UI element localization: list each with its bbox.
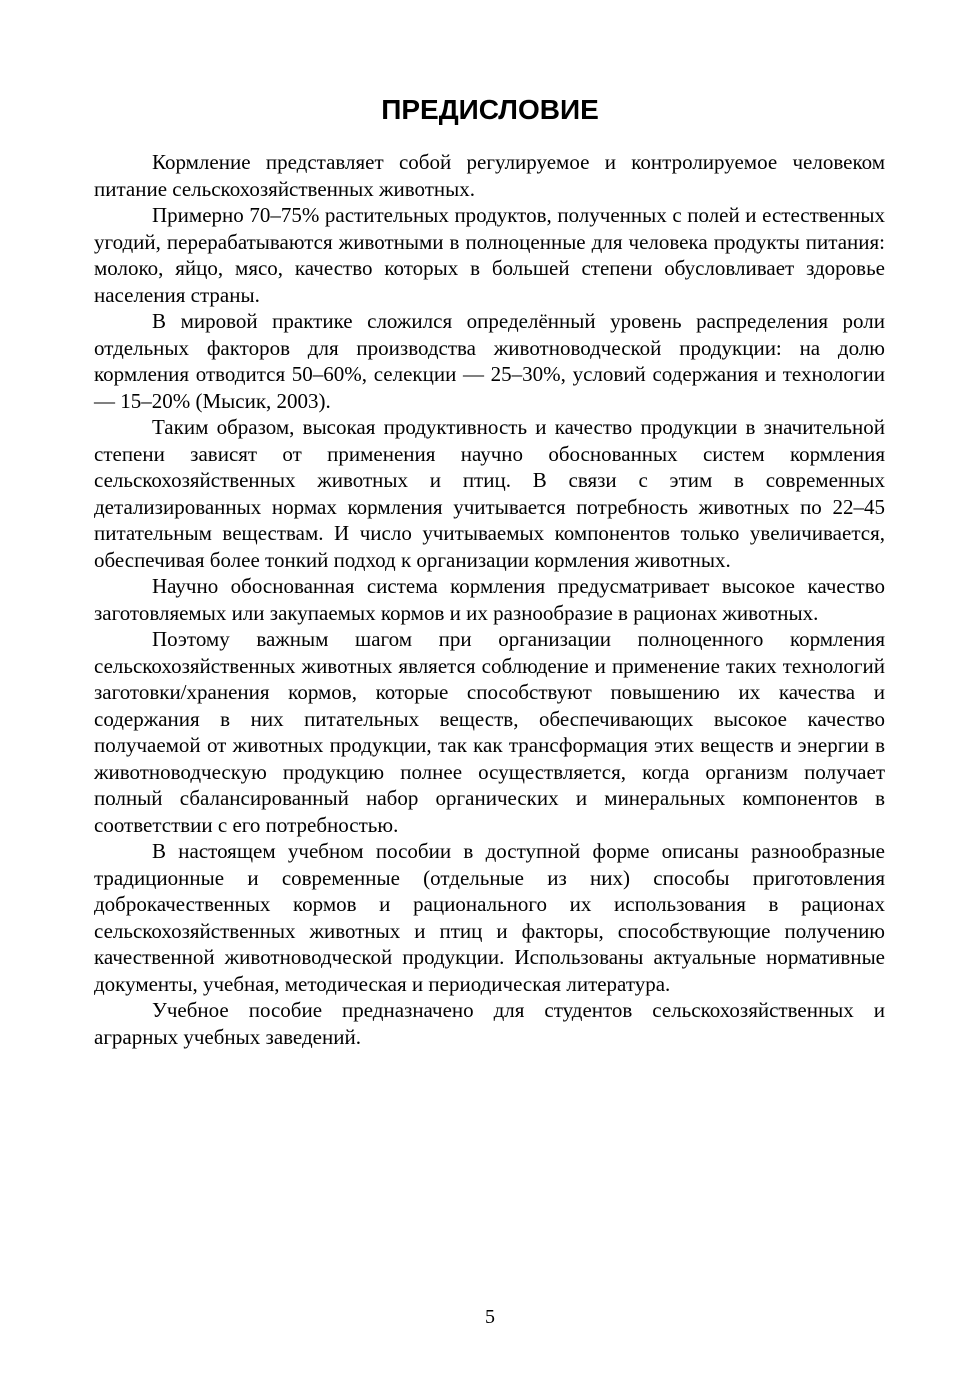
paragraph-6: Поэтому важным шагом при организации полноценного кормления сельскохозяйственных животных является соблюдение и применение таких технологий заготовки/хранения кормов, которые способствуют повышению их качества и содержания в них питательных веществ, обеспечивающих высокое качество получаемой от животных продукции, так как трансформация этих веществ и энергии в животноводческую продукцию полнее осуществляется, когда организм получает полный сбалансированный набор органических и минеральных компонентов в соответствии с его потребностью.	[94, 627, 885, 837]
paragraph-3: В мировой практике сложился определённый уровень распределения роли отдельных факторов для производства животноводческой продукции: на долю кормления отводится 50–60%, селекции — 25–30%, условий содержания и технологии — 15–20% (Мысик, 2003).	[94, 309, 885, 413]
paragraph-4: Таким образом, высокая продуктивность и качество продукции в значительной степени зависят от применения научно обоснованных систем кормления сельскохозяйственных животных и птиц. В связи с этим в современных детализированных нормах кормления учитывается потребность животных по 22–45 питательным веществам. И число учитываемых компонентов только увеличивается, обеспечивая более тонкий подход к организации кормления животных.	[94, 415, 885, 572]
paragraph-5: Научно обоснованная система кормления предусматривает высокое качество заготовляемых или закупаемых кормов и их разнообразие в рационах животных.	[94, 574, 885, 625]
preface-body	[94, 149, 885, 1050]
paragraph-2: Примерно 70–75% растительных продуктов, полученных с полей и естественных угодий, перерабатываются животными в полноценные для человека продукты питания: молоко, яйцо, мясо, качество которых в большей степени обусловливает здоровье населения страны.	[94, 203, 885, 307]
page-title: ПРЕДИСЛОВИЕ	[381, 94, 599, 125]
paragraph-7: В настоящем учебном пособии в доступной форме описаны разнообразные традиционные и современные (отдельные из них) способы приготовления доброкачественных кормов и рационального их использования в рационах сельскохозяйственных животных и птиц и факторы, способствующие получению качественной животноводческой продукции. Использованы актуальные нормативные документы, учебная, методическая и периодическая литература.	[94, 839, 885, 996]
paragraph-1: Кормление представляет собой регулируемое и контролируемое человеком питание сельскохозяйственных животных.	[94, 150, 885, 201]
page-number: 5	[485, 1306, 495, 1328]
paragraph-8: Учебное пособие предназначено для студентов сельскохозяйственных и аграрных учебных заведений.	[94, 998, 885, 1049]
